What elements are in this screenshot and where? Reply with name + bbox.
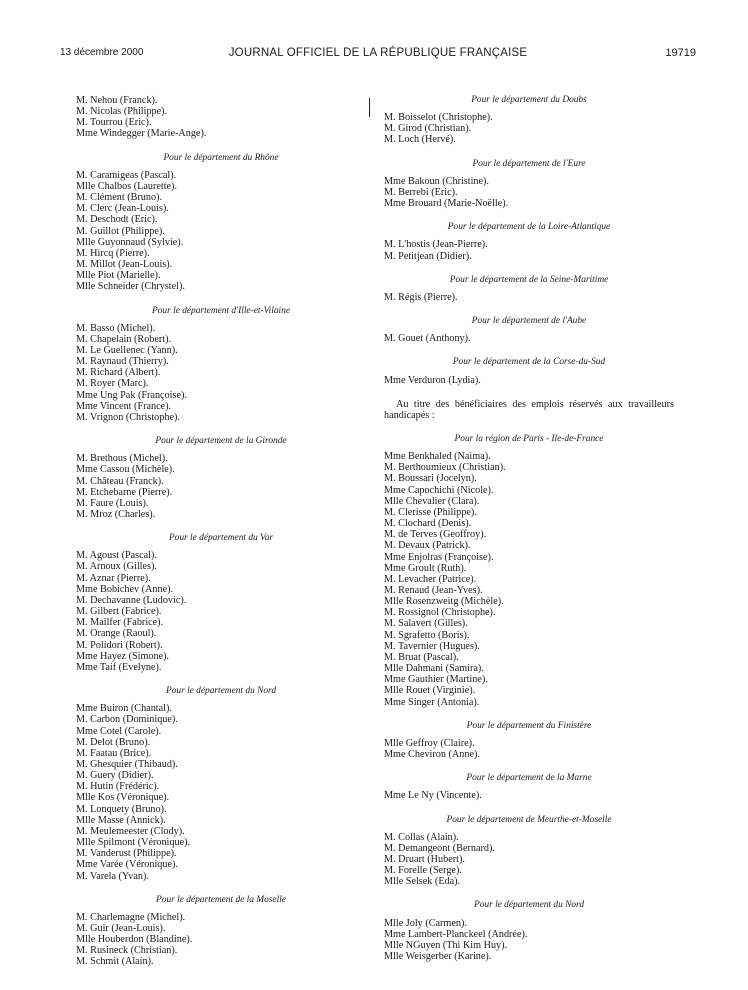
section-heading: Pour le département du Doubs bbox=[471, 95, 587, 105]
name-entry: M. Clerisse (Philippe). bbox=[384, 506, 477, 518]
name-entry: M. Ghesquier (Thibaud). bbox=[76, 758, 178, 770]
name-entry: M. Loch (Hervé). bbox=[384, 134, 456, 146]
section-heading: Pour le département de l'Eure bbox=[472, 158, 586, 169]
name-entry: M. Druart (Hubert). bbox=[384, 853, 465, 865]
section-gap bbox=[384, 802, 674, 815]
name-entry: Mme Buiron (Chantal). bbox=[76, 703, 172, 715]
name-entry: Mlle Kos (Véronique). bbox=[76, 792, 170, 804]
name-entry: M. Mailfer (Fabrice). bbox=[76, 617, 164, 629]
name-entry: M. Forelle (Serge). bbox=[384, 865, 462, 877]
section-gap bbox=[384, 303, 674, 316]
name-entry: Mlle Rosenzweitg (Michèle). bbox=[384, 596, 504, 608]
section-gap bbox=[384, 386, 674, 399]
right-column bbox=[384, 95, 674, 962]
name-entry: M. Polidori (Robert). bbox=[76, 639, 163, 651]
name-entry: Mme Verduron (Lydia). bbox=[384, 374, 481, 386]
name-entry: M. Le Guellenec (Yann). bbox=[76, 344, 178, 356]
name-entry: M. Brethous (Michel). bbox=[76, 453, 168, 465]
section-heading: Pour le département de la Gironde bbox=[155, 436, 287, 447]
name-entry: M. Aznar (Pierre). bbox=[76, 572, 151, 584]
section-gap bbox=[76, 673, 366, 686]
name-entry: M. Chapelain (Robert). bbox=[76, 333, 172, 345]
name-entry: M. Bruat (Pascal). bbox=[384, 651, 459, 663]
name-entry: M. Millot (Jean-Louis). bbox=[76, 259, 173, 271]
section-gap bbox=[384, 262, 674, 275]
name-entry: Mme Varée (Véronique). bbox=[76, 859, 178, 871]
section-heading: Pour le département du Var bbox=[168, 533, 274, 544]
name-entry: Mlle Weisgerber (Karine). bbox=[384, 951, 492, 963]
name-entry: M. Vanderust (Philippe). bbox=[76, 848, 177, 860]
section-heading: Pour le département du Finistère bbox=[466, 720, 592, 731]
name-entry: M. Guery (Didier). bbox=[76, 770, 154, 782]
name-entry: Mme Cheviron (Anne). bbox=[384, 749, 480, 761]
name-entry: M. Schmit (Alain). bbox=[76, 956, 154, 968]
name-entry: M. Tourrou (Eric). bbox=[76, 117, 152, 129]
name-entry: Mlle Chalbos (Laurette). bbox=[76, 180, 177, 192]
name-entry: Mme Bobichev (Anne). bbox=[76, 583, 174, 595]
section-gap bbox=[384, 421, 674, 434]
name-entry: M. Dechavanne (Ludovic). bbox=[76, 594, 187, 606]
section-block bbox=[384, 222, 674, 261]
section-gap bbox=[76, 140, 366, 153]
name-entry: M. Raynaud (Thierry). bbox=[76, 356, 169, 368]
section-heading: Pour le département du Rhône bbox=[163, 152, 279, 163]
name-entry: M. Salavert (Gilles). bbox=[384, 618, 468, 630]
name-entry: Mlle Geffroy (Claire). bbox=[384, 737, 475, 749]
section-block bbox=[76, 153, 366, 293]
name-entry: M. Demangeont (Bernard). bbox=[384, 842, 495, 854]
name-entry: M. Boisselot (Christophe). bbox=[384, 112, 493, 124]
section-gap bbox=[76, 293, 366, 306]
name-entry: M. Régis (Pierre). bbox=[384, 291, 458, 303]
section-block bbox=[384, 316, 674, 344]
section-gap bbox=[76, 520, 366, 533]
section-heading: Pour le département de la Corse-du-Sud bbox=[452, 357, 606, 368]
section-block bbox=[384, 95, 674, 146]
name-entry: Mlle Houberdon (Blandine). bbox=[76, 934, 193, 946]
left-column bbox=[76, 95, 366, 968]
name-entry: Mme Hayez (Simone). bbox=[76, 650, 170, 662]
name-entry: M. Richard (Albert). bbox=[76, 367, 161, 379]
name-entry: M. Collas (Alain). bbox=[384, 831, 459, 843]
name-entry: M. Varela (Yvan). bbox=[76, 870, 149, 882]
name-entry: Mme Benkhaled (Naima). bbox=[384, 451, 491, 463]
name-entry: M. Berrebi (Eric). bbox=[384, 186, 458, 198]
section-gap bbox=[384, 760, 674, 773]
name-entry: M. Clément (Bruno). bbox=[76, 192, 163, 204]
intro-paragraph: Au titre des bénéficiaires des emplois réservés aux travailleurs handicapés : bbox=[384, 398, 674, 421]
name-entry: Mme Singer (Antonia). bbox=[384, 696, 480, 708]
section-gap bbox=[384, 146, 674, 159]
page-header bbox=[60, 47, 696, 63]
name-entry: M. Guir (Jean-Louis). bbox=[76, 923, 166, 934]
section-block bbox=[384, 773, 674, 801]
name-entry: Mme Windegger (Marie-Ange). bbox=[76, 128, 207, 140]
section-heading: Pour le département d'Ille-et-Vilaine bbox=[152, 305, 290, 316]
name-entry: M. Guillot (Philippe). bbox=[76, 225, 165, 237]
name-entry: M. de Terves (Geoffroy). bbox=[384, 529, 487, 541]
section-block bbox=[76, 306, 366, 424]
section-heading: Pour le département de la Loire-Atlantique bbox=[447, 222, 611, 233]
name-entry: Mme Cassou (Michèle). bbox=[76, 464, 175, 476]
name-entry: M. Boussari (Jocelyn). bbox=[384, 473, 477, 485]
section-heading: Pour le département de l'Aube bbox=[471, 316, 587, 327]
name-entry: M. Orange (Raoul). bbox=[76, 628, 157, 640]
name-entry: M. Clochard (Denis). bbox=[384, 518, 472, 530]
name-entry: M. Rossignol (Christophe). bbox=[384, 607, 496, 619]
section-gap bbox=[384, 344, 674, 357]
section-gap bbox=[76, 423, 366, 436]
section-block bbox=[384, 900, 674, 962]
name-entry: M. Nicolas (Philippe). bbox=[76, 106, 168, 118]
name-entry: Mlle Dahmani (Samira). bbox=[384, 663, 484, 675]
name-entry: M. Lonquety (Bruno). bbox=[76, 803, 167, 815]
name-entry: Mme Lambert-Planckeel (Andrée). bbox=[384, 928, 528, 940]
name-entry: Mlle Spilmont (Véronique). bbox=[76, 837, 191, 849]
name-entry: Mlle Chevalier (Clara). bbox=[384, 495, 480, 507]
section-block bbox=[76, 95, 366, 140]
name-entry: M. Levacher (Patrice). bbox=[384, 573, 477, 585]
name-entry: Mme Le Ny (Vincente). bbox=[384, 790, 482, 802]
name-entry: M. Mroz (Charles). bbox=[76, 509, 156, 520]
section-block bbox=[384, 721, 674, 760]
name-entry: Mme Enjolras (Françoise). bbox=[384, 551, 494, 563]
section-block bbox=[76, 436, 366, 520]
section-heading: Pour la région de Paris - Ile-de-France bbox=[454, 433, 604, 444]
name-entry: M. Faure (Louis). bbox=[76, 497, 149, 509]
section-gap bbox=[384, 887, 674, 900]
name-entry: M. Carbon (Dominique). bbox=[76, 714, 178, 726]
name-entry: M. Meulemeester (Clody). bbox=[76, 825, 185, 837]
name-entry: M. Etchebarne (Pierre). bbox=[76, 486, 173, 498]
name-entry: Mlle Schneider (Chrystel). bbox=[76, 281, 185, 293]
name-entry: M. Tavernier (Hugues). bbox=[384, 640, 480, 652]
section-block bbox=[384, 159, 674, 210]
section-heading: Pour le département de la Moselle bbox=[156, 894, 286, 905]
name-entry: M. Hircq (Pierre). bbox=[76, 247, 150, 259]
name-entry: Mme Vincent (France). bbox=[76, 400, 172, 412]
column-divider bbox=[369, 98, 370, 117]
section-block bbox=[76, 533, 366, 673]
name-entry: Mme Bakoun (Christine). bbox=[384, 175, 489, 187]
header-title: JOURNAL OFFICIEL DE LA RÉPUBLIQUE FRANÇAISE bbox=[228, 47, 528, 59]
name-entry: Mlle Guyonnaud (Sylvie). bbox=[76, 236, 184, 248]
name-entry: M. Berthoumieux (Christian). bbox=[384, 462, 506, 474]
name-entry: Mme Brouard (Marie-Noëlle). bbox=[384, 198, 509, 210]
name-entry: M. Hutin (Frédéric). bbox=[76, 781, 160, 793]
name-entry: M. Faatau (Brice). bbox=[76, 747, 152, 759]
header-date: 13 décembre 2000 bbox=[60, 47, 144, 58]
name-entry: M. Gilbert (Fabrice). bbox=[76, 606, 162, 618]
name-entry: M. Royer (Marc). bbox=[76, 378, 149, 390]
section-block bbox=[384, 275, 674, 303]
section-block bbox=[384, 815, 674, 888]
name-entry: M. Clerc (Jean-Louis). bbox=[76, 203, 169, 215]
name-entry: M. Vrignon (Christophe). bbox=[76, 411, 180, 423]
section-gap bbox=[76, 882, 366, 895]
name-entry: M. Caramigeas (Pascal). bbox=[76, 169, 177, 181]
name-entry: Mlle Selsek (Eda). bbox=[384, 876, 461, 888]
section-block bbox=[76, 686, 366, 882]
name-entry: M. Girod (Christian). bbox=[384, 123, 472, 135]
section-heading: Pour le département du Nord bbox=[165, 686, 277, 697]
section-block bbox=[384, 357, 674, 385]
name-entry: Mlle NGuyen (Thi Kim Huy). bbox=[384, 939, 508, 951]
name-entry: M. Charlemagne (Michel). bbox=[76, 911, 186, 923]
section-block bbox=[384, 399, 674, 421]
name-entry: M. Rusineck (Christian). bbox=[76, 945, 178, 957]
name-entry: Mlle Rouet (Virginie). bbox=[384, 685, 476, 697]
name-entry: M. Château (Franck). bbox=[76, 475, 164, 487]
name-entry: M. Devaux (Patrick). bbox=[384, 540, 471, 552]
name-entry: M. Petitjean (Didier). bbox=[384, 250, 472, 262]
section-heading: Pour le département de la Marne bbox=[466, 773, 592, 784]
section-gap bbox=[384, 209, 674, 222]
name-entry: Mlle Joly (Carmen). bbox=[384, 917, 467, 929]
name-entry: Mlle Masse (Annick). bbox=[76, 814, 166, 826]
name-entry: M. Sgrafetto (Boris). bbox=[384, 629, 470, 641]
name-entry: M. Agoust (Pascal). bbox=[76, 550, 157, 562]
section-heading: Pour le département du Nord bbox=[473, 900, 585, 911]
name-entry: M. Arnoux (Gilles). bbox=[76, 561, 157, 573]
name-entry: Mme Groult (Ruth). bbox=[384, 562, 467, 574]
name-entry: M. Basso (Michel). bbox=[76, 322, 156, 334]
name-entry: M. Deschodt (Eric). bbox=[76, 214, 158, 226]
name-entry: M. L'hostis (Jean-Pierre). bbox=[384, 239, 488, 251]
header-page-number: 19719 bbox=[665, 47, 696, 59]
section-block bbox=[384, 434, 674, 708]
section-heading: Pour le département de Meurthe-et-Moselle bbox=[446, 814, 612, 825]
name-entry: M. Delot (Bruno). bbox=[76, 736, 151, 748]
name-entry: Mme Cotel (Carole). bbox=[76, 725, 162, 737]
name-entry: Mme Capochichi (Nicole). bbox=[384, 484, 494, 496]
name-entry: Mme Gauthier (Martine). bbox=[384, 674, 488, 686]
name-entry: M. Nehou (Franck). bbox=[76, 95, 158, 106]
name-entry: Mlle Piot (Marielle). bbox=[76, 270, 161, 282]
name-entry: Mme Taif (Evelyne). bbox=[76, 661, 162, 673]
name-entry: M. Renaud (Jean-Yves). bbox=[384, 585, 483, 596]
name-entry: Mme Ung Pak (Françoise). bbox=[76, 389, 187, 401]
section-heading: Pour le département de la Seine-Maritime bbox=[449, 274, 609, 285]
section-gap bbox=[384, 708, 674, 721]
section-block bbox=[76, 895, 366, 968]
name-entry: M. Gouet (Anthony). bbox=[384, 333, 471, 345]
